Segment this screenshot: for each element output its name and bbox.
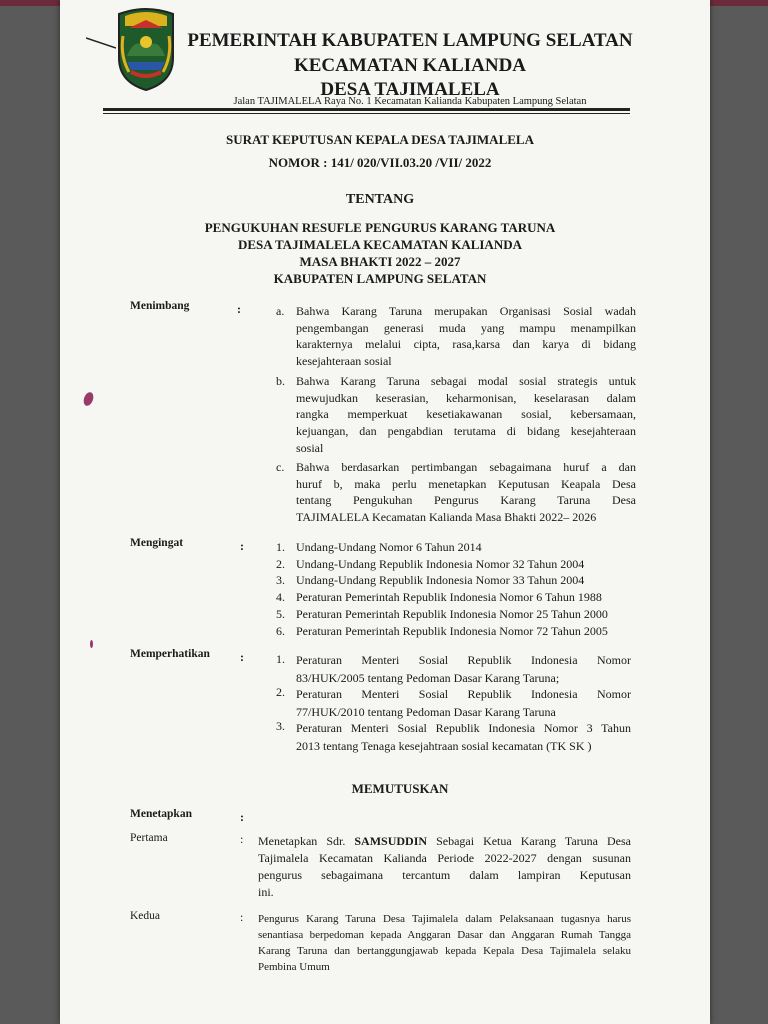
decree-subject-line: PENGUKUHAN RESUFLE PENGURUS KARANG TARUNA [204,220,556,235]
letterhead-rule-thick [103,108,630,111]
memperhatikan-item-2: Peraturan Menteri Sosial Republik Indonesia Nomor 77/HUK/2010 tentang Pedoman Dasar Karang Taruna [296,687,631,719]
letterhead-government: PEMERINTAH KABUPATEN LAMPUNG SELATAN [187,30,633,51]
menetapkan-label: Menetapkan [130,808,192,820]
pertama-text: Menetapkan Sdr. SAMSUDDIN Sebagai Ketua Karang Taruna Desa Tajimalela Kecamatan Kalianda Periode 2022-2027 dengan susunan pengurus sebagaimana tercantum dalam lampiran Keputusan ini. [258,834,631,899]
list-item: 2. Undang-Undang Republik Indonesia Nomor 32 Tahun 2004 [276,556,585,571]
appointee-name: SAMSUDDIN [354,834,428,848]
decree-subject-line: MASA BHAKTI 2022 – 2027 [299,254,461,269]
memperhatikan-item-marker: 2. [276,685,285,699]
memperhatikan-label: Memperhatikan [130,648,210,660]
mengingat-list [276,539,646,639]
memutuskan-heading: MEMUTUSKAN [351,781,449,796]
list-item: 4. Peraturan Pemerintah Republik Indonesia Nomor 6 Tahun 1988 [276,590,602,605]
letterhead-district: KECAMATAN KALIANDA [293,55,527,76]
list-item: 5. Peraturan Pemerintah Republik Indonesia Nomor 25 Tahun 2000 [276,606,608,621]
kedua-colon: : [240,910,244,924]
menimbang-colon: : [237,302,241,316]
menimbang-item-marker: c. [276,460,285,474]
list-item: 1. Undang-Undang Nomor 6 Tahun 2014 [276,540,482,554]
pertama-label: Pertama [130,832,168,844]
decree-title: SURAT KEPUTUSAN KEPALA DESA TAJIMALELA [226,132,534,147]
letterhead-address: Jalan TAJIMALELA Raya No. 1 Kecamatan Kalianda Kabupaten Lampung Selatan [233,96,587,107]
menimbang-item-marker: b. [276,374,285,388]
memperhatikan-colon: : [240,650,244,664]
decree-subject-line: DESA TAJIMALELA KECAMATAN KALIANDA [238,237,522,252]
emblem-spear-icon [86,36,116,50]
pertama-colon: : [240,832,244,846]
decree-about: TENTANG [345,192,415,207]
menetapkan-colon: : [240,810,244,824]
memperhatikan-item-marker: 3. [276,719,285,733]
menimbang-item-a: Bahwa Karang Taruna merupakan Organisasi Sosial wadah pengembangan generasi muda yang mampu menampilkan karakternya melalui cipta, rasa,karsa dan karya di bidang kesejahteraan sosial [296,304,636,369]
menimbang-label: Menimbang [130,300,190,312]
memperhatikan-item-1: Peraturan Menteri Sosial Republik Indonesia Nomor 83/HUK/2005 tentang Pedoman Dasar Karang Taruna; [296,653,631,685]
kedua-text: Pengurus Karang Taruna Desa Tajimalela dalam Pelaksanaan tugasnya harus senantiasa berpedoman kepada Anggaran Dasar dan Anggaran Rumah Tangga Karang Taruna dan bertanggungjawab kepada Kepala Desa Tajimalela selaku Pembina Umum [258,913,631,973]
menimbang-item-marker: a. [276,304,285,318]
list-item: 3. Undang-Undang Republik Indonesia Nomor 33 Tahun 2004 [276,573,585,588]
menimbang-item-c: Bahwa berdasarkan pertimbangan sebagaimana huruf a dan huruf b, maka perlu menetapkan Keputusan Keapala Desa tentang Pengukuhan Pengurus Karang Taruna Desa TAJIMALELA Kecamatan Kalianda Masa Bhakti 2022– 2026 [296,460,636,525]
mengingat-label: Mengingat [130,537,184,549]
decree-number: NOMOR : 141/ 020/VII.03.20 /VII/ 2022 [268,155,492,170]
letterhead-village: DESA TAJIMALELA [320,79,500,100]
memperhatikan-item-3: Peraturan Menteri Sosial Republik Indonesia Nomor 3 Tahun 2013 tentang Tenaga kesejahtraan sosial kecamatan (TK SK ) [296,721,631,753]
memperhatikan-item-marker: 1. [276,652,285,666]
decree-subject-line: KABUPATEN LAMPUNG SELATAN [273,271,487,286]
list-item: 6. Peraturan Pemerintah Republik Indonesia Nomor 72 Tahun 2005 [276,623,608,638]
kedua-label: Kedua [130,910,161,922]
regency-emblem-icon [115,6,177,92]
menimbang-item-b: Bahwa Karang Taruna sebagai modal sosial strategis untuk mewujudkan keserasian, keharmonisan, keselarasan dalam rangka memperkuat kesetiakawanan sosial, kebersamaan, kejuangan, dan pengabdian terutama di bidang kesejahteraan sosial [296,374,636,455]
letterhead-rule-thin [103,113,630,114]
mengingat-colon: : [240,539,244,553]
ink-speck [90,640,93,648]
